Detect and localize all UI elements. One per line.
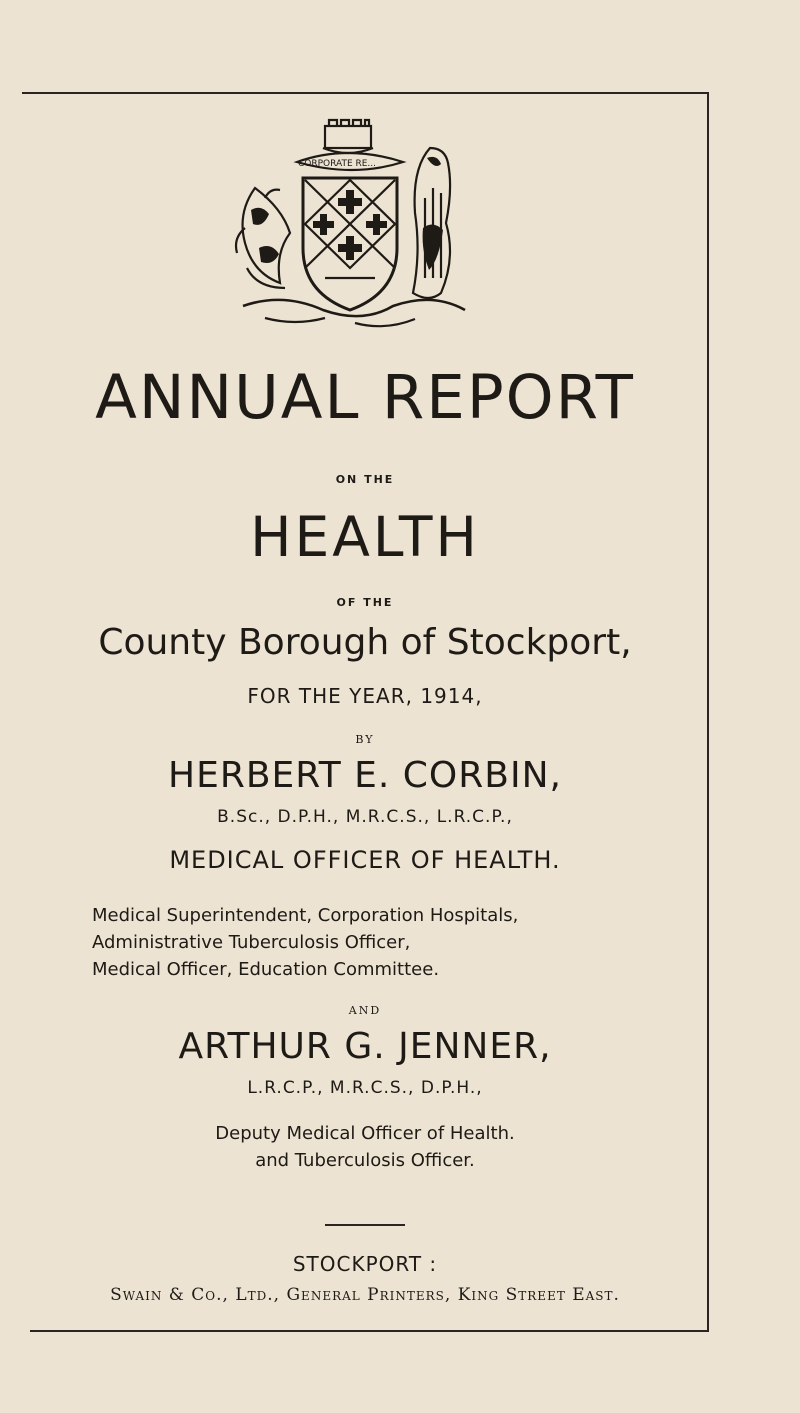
author2-role-line1: Deputy Medical Officer of Health. — [215, 1123, 515, 1144]
imprint-printer: Swain & Co., Ltd., General Printers, King Street East. — [110, 1285, 620, 1305]
author1-posts — [92, 902, 518, 983]
title-of-the: OF THE — [336, 596, 394, 609]
conjunction-and: AND — [348, 1004, 382, 1017]
title-on-the: ON THE — [335, 473, 395, 486]
crest-motto: CORPORATE RE... — [297, 159, 377, 169]
author1-degrees: B.Sc., D.P.H., M.R.C.S., L.R.C.P., — [217, 807, 513, 827]
title-by: BY — [355, 733, 375, 746]
title-health: HEALTH — [250, 505, 480, 569]
author1-post-item: Medical Superintendent, Corporation Hospitals, — [92, 905, 519, 926]
author1-post-item: Administrative Tuberculosis Officer, — [92, 932, 411, 953]
author2-name: ARTHUR G. JENNER, — [178, 1026, 552, 1067]
title-year: FOR THE YEAR, 1914, — [247, 684, 483, 708]
title-annual-report: ANNUAL REPORT — [95, 362, 635, 433]
author2-degrees: L.R.C.P., M.R.C.S., D.P.H., — [247, 1078, 483, 1098]
divider-rule — [325, 1224, 405, 1226]
author1-post-item: Medical Officer, Education Committee. — [92, 959, 440, 980]
right-border-rule — [707, 92, 709, 1332]
top-border-rule — [22, 92, 708, 94]
coat-of-arms-icon — [225, 118, 475, 348]
author1-role: MEDICAL OFFICER OF HEALTH. — [169, 846, 561, 874]
imprint-place: STOCKPORT : — [292, 1252, 438, 1276]
bottom-border-rule — [30, 1330, 709, 1332]
title-county-borough: County Borough of Stockport, — [98, 622, 632, 663]
author2-role-line2: and Tuberculosis Officer. — [255, 1150, 475, 1171]
author1-name: HERBERT E. CORBIN, — [168, 755, 562, 796]
